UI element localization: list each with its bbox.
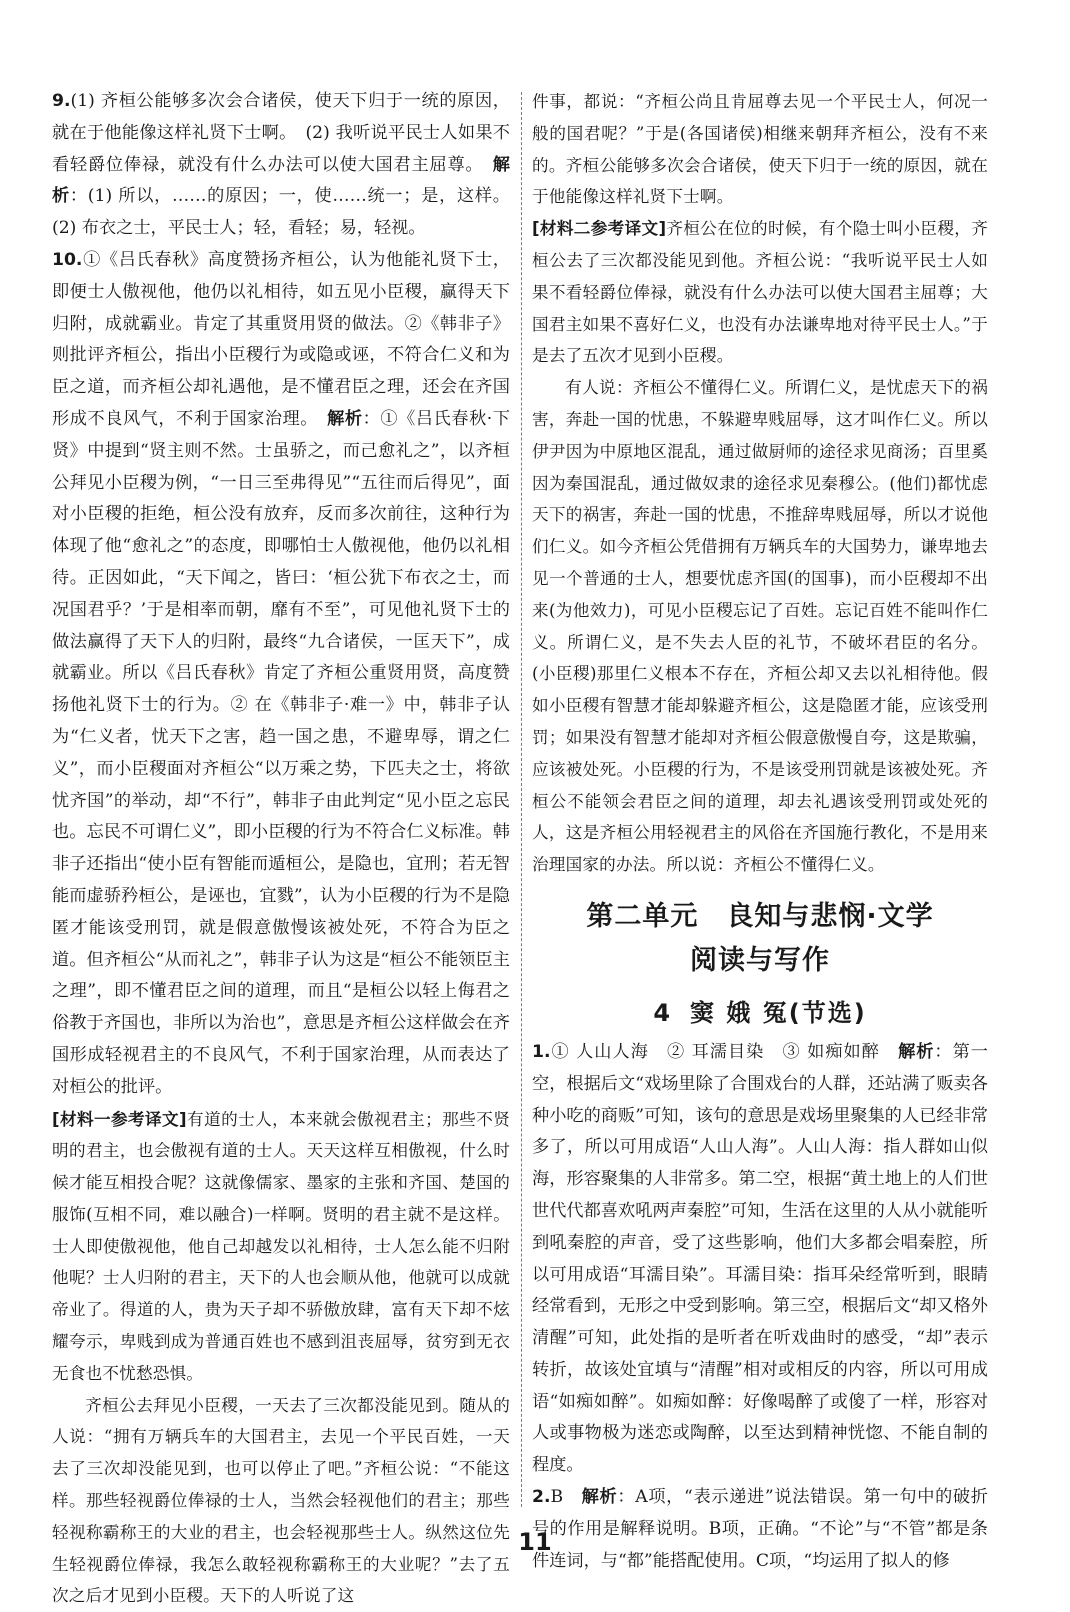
question-1 <box>532 1037 988 1482</box>
translation-text: 有道的士人，本来就会傲视君主；那些不贤明的君主，也会傲视有道的士人。天天这样互相傲视，什么时候才能互相投合呢？这就像儒家、墨家的主张和齐国、楚国的服饰(互相不同，难以融合)一样啊。贤明的君主就不是这样。士人即使傲视他，他自己却越发以礼相待，士人怎么能不归附他呢？士人归附的君主，天下的人也会顺从他，他就可以成就帝业了。得道的人，贵为天子却不骄傲放肆，富有天下却不炫耀夸示，卑贱到成为普通百姓也不感到沮丧屈辱，贫穷到无衣无食也不忧愁恐惧。 <box>52 1109 510 1383</box>
material-one-translation <box>52 1104 510 1390</box>
answer-text: ①《吕氏春秋》高度赞扬齐桓公，认为他能礼贤下士，即便士人傲视他，他仍以礼相待，如五见小臣稷，赢得天下归附，成就霸业。肯定了其重贤用贤的做法。②《韩非子》则批评齐桓公，指出小臣稷行为或隐或诬，不符合仁义和为臣之道，而齐桓公却礼遇他，是不懂君臣之理，还会在齐国形成不良风气，不利于国家治理。 <box>52 249 510 429</box>
question-number: 9. <box>52 91 71 111</box>
unit-title <box>532 895 988 983</box>
analysis-label: 解析 <box>52 154 510 207</box>
answer-text: (1) 齐桓公能够多次会合诸侯，使天下归于一统的原因，就在于他能像这样礼贤下士啊。 (2) 我听说平民士人如果不看轻爵位俸禄，就没有什么办法可以使大国君主屈尊。 <box>52 91 510 175</box>
unit-title-line1: 第二单元 良知与悲悯·文学 <box>586 900 934 932</box>
page-number: 11 <box>518 1528 552 1556</box>
analysis-text: ：①《吕氏春秋·下贤》中提到“贤主则不然。士虽骄之，而己愈礼之”，以齐桓公拜见小臣稷为例，“一日三至弗得见”“五往而后得见”，面对小臣稷的拒绝，桓公没有放弃，反而多次前往，这种行为体现了他“愈礼之”的态度，即哪怕士人傲视他，他仍以礼相待。正因如此，“天下闻之，皆曰：‘桓公犹下布衣之士，而况国君乎？’于是相率而朝，靡有不至”，可见他礼贤下士的做法赢得了天下人的归附，最终“九合诸侯，一匡天下”，成就霸业。所以《吕氏春秋》肯定了齐桓公重贤用贤，高度赞扬他礼贤下士的行为。② 在《韩非子·难一》中，韩非子认为“仁义者，忧天下之害，趋一国之患，不避卑辱，谓之仁义”，而小臣稷面对齐桓公“以万乘之势，下匹夫之士，将欲忧齐国”的举动，却“不行”，韩非子由此判定“见小臣之忘民也。忘民不可谓仁义”，即小臣稷的行为不符合仁义标准。韩非子还指出“使小臣有智能而遁桓公，是隐也，宜刑；若无智能而虚骄矜桓公，是诬也，宜戮”，认为小臣稷的行为不是隐匿才能该受刑罚，就是假意傲慢该被处死，不符合为臣之道。但齐桓公“从而礼之”，韩非子认为这是“桓公不能领臣主之理”，即不懂君臣之间的道理，而且“是桓公以轻上侮君之俗教于齐国也，非所以为治也”，意思是齐桓公这样做会在齐国形成轻视君主的不良风气，不利于国家治理，从而表达了对桓公的批评。 <box>52 408 510 1097</box>
question-number: 1. <box>532 1041 551 1062</box>
left-column <box>52 86 510 1606</box>
unit-title-line2: 阅读与写作 <box>690 944 830 976</box>
translation-text: 齐桓公在位的时候，有个隐士叫小臣稷，齐桓公去了三次都没能见到他。齐桓公说：“我听说平民士人如果不看轻爵位俸禄，就没有什么办法可以使大国君主屈尊；大国君主如果不喜好仁义，也没有办法谦卑地对待平民士人。”于是去了五次才见到小臣稷。 <box>532 219 988 366</box>
analysis-text: ：(1) 所以，……的原因；一，使……统一；是，这样。(2) 布衣之士，平民士人；轻，看轻；易，轻视。 <box>52 186 510 239</box>
material-tag: [材料一参考译文] <box>52 1109 187 1129</box>
answer-text: ① 人山人海 ② 耳濡目染 ③ 如痴如醉 <box>550 1041 880 1062</box>
answer-text: B <box>550 1487 564 1508</box>
column-divider <box>521 92 522 1507</box>
analysis-text: ：第一空，根据后文“戏场里除了合围戏台的人群，还站满了贩卖各种小吃的商贩”可知，该句的意思是戏场里聚集的人已经非常多了，所以可用成语“人山人海”。人山人海：指人群如山似海，形容聚集的人非常多。第二空，根据“黄土地上的人们世世代代都喜欢吼两声秦腔”可知，生活在这里的人从小就能听到吼秦腔的声音，受了这些影响，他们大多都会唱秦腔，所以可用成语“耳濡目染”。耳濡目染：指耳朵经常听到，眼睛经常看到，无形之中受到影响。第三空，根据后文“却又格外清醒”可知，此处指的是听者在听戏曲时的感受，“却”表示转折，故该处宜填与“清醒”相对或相反的内容，所以可用成语“如痴如醉”。如痴如醉：好像喝醉了或傻了一样，形容对人或事物极为迷恋或陶醉，以至达到精神恍惚、不能自制的程度。 <box>532 1041 988 1476</box>
question-9 <box>52 86 510 245</box>
right-column <box>532 86 988 1571</box>
analysis-label: 解析 <box>327 408 363 429</box>
material-one-translation-cont: 件事，都说：“齐桓公尚且肯屈尊去见一个平民士人，何况一般的国君呢？”于是(各国诸侯)相继来朝拜齐桓公，没有不来的。齐桓公能够多次会合诸侯，使天下归于一统的原因，就在于他能像这样礼贤下士啊。 <box>532 92 988 207</box>
question-10 <box>52 245 510 1104</box>
material-tag: [材料二参考译文] <box>532 219 667 239</box>
material-one-translation-para2: 齐桓公去拜见小臣稷，一天去了三次都没能见到。随从的人说：“拥有万辆兵车的大国君主，去见一个平民百姓，一天去了三次却没能见到，也可以停止了吧。”齐桓公说：“不能这样。那些轻视爵位俸禄的士人，当然会轻视他们的君主；那些轻视称霸称王的大业的君主，也会轻视那些士人。纵然这位先生轻视爵位俸禄，我怎么敢轻视称霸称王的大业呢？”去了五次之后才见到小臣稷。天下的人听说了这 <box>52 1395 510 1606</box>
question-number: 2. <box>532 1487 551 1508</box>
material-two-translation-para2: 有人说：齐桓公不懂得仁义。所谓仁义，是忧虑天下的祸害，奔赴一国的忧患，不躲避卑贱屈辱，这才叫作仁义。所以伊尹因为中原地区混乱，通过做厨师的途径求见商汤；百里奚因为秦国混乱，通过做奴隶的途径求见秦穆公。(他们)都忧虑天下的祸害，奔赴一国的忧患，不推辞卑贱屈辱，所以才说他们仁义。如今齐桓公凭借拥有万辆兵车的大国势力，谦卑地去见一个普通的士人，想要忧虑齐国(的国事)，而小臣稷却不出来(为他效力)，可见小臣稷忘记了百姓。忘记百姓不能叫作仁义。所谓仁义，是不失去人臣的礼节，不破坏君臣的名分。(小臣稷)那里仁义根本不存在，齐桓公却又去以礼相待他。假如小臣稷有智慧才能却躲避齐桓公，这是隐匿才能，应该受刑罚；如果没有智慧才能却对齐桓公假意傲慢自夸，这是欺骗，应该被处死。小臣稷的行为，不是该受刑罚就是该被处死。齐桓公不能领会君臣之间的道理，却去礼遇该受刑罚或处死的人，这是齐桓公用轻视君主的风俗在齐国施行教化，不是用来治理国家的办法。所以说：齐桓公不懂得仁义。 <box>532 378 988 875</box>
lesson-name: 窦 娥 冤(节选) <box>690 998 867 1027</box>
analysis-label: 解析 <box>581 1487 618 1508</box>
analysis-label: 解析 <box>898 1041 935 1062</box>
question-number: 10. <box>52 249 83 270</box>
analysis-text: ：A项，“表示递进”说法错误。第一句中的破折号的作用是解释说明。B项，正确。“不论”与“不管”都是条件连词，与“都”能搭配使用。C项，“均运用了拟人的修 <box>532 1487 988 1571</box>
material-two-translation <box>532 213 988 372</box>
lesson-title <box>532 993 988 1033</box>
lesson-number: 4 <box>653 998 673 1027</box>
